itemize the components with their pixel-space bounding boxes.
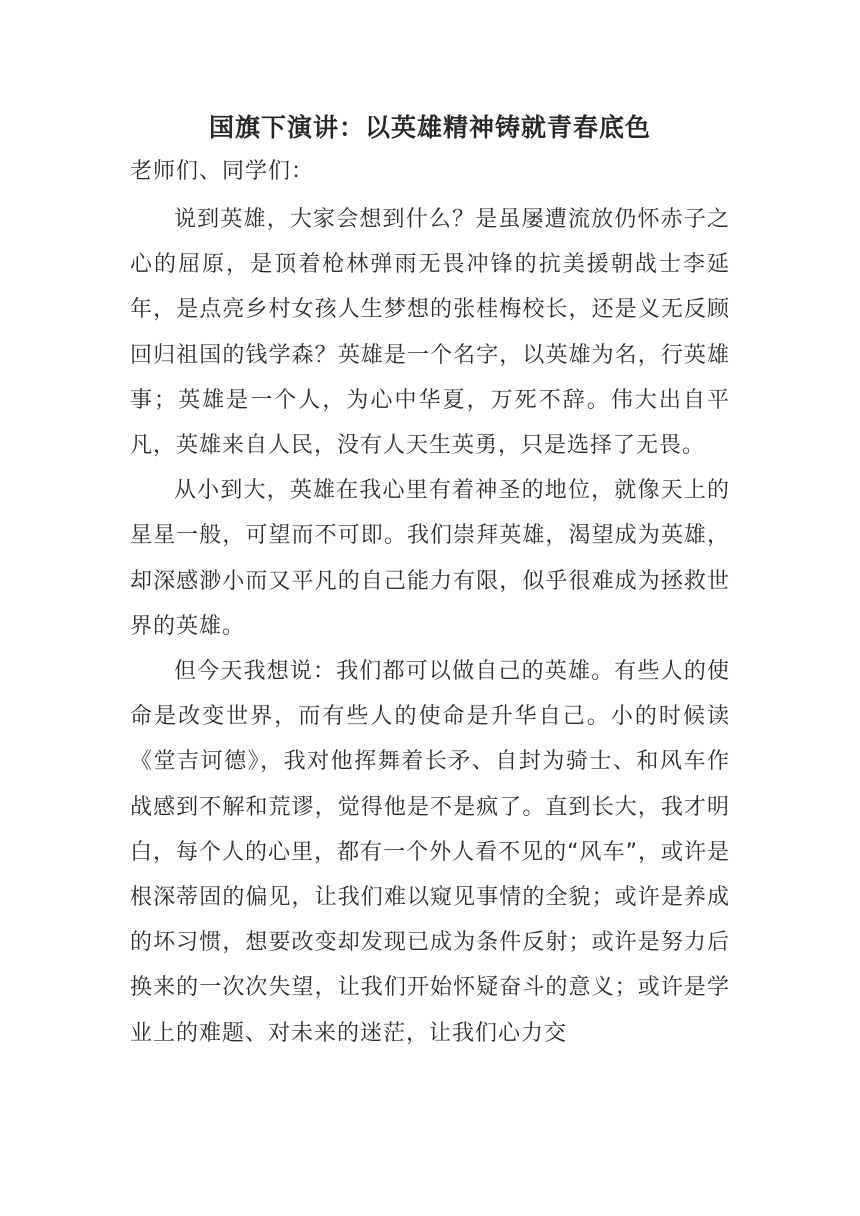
paragraph-childhood: 从小到大，英雄在我心里有着神圣的地位，就像天上的星星一般，可望而不可即。我们崇拜英雄，渴望成为英雄，却深感渺小而又平凡的自己能力有限，似乎很难成为拯救世界的英雄。 bbox=[130, 478, 730, 639]
document-title: 国旗下演讲：以英雄精神铸就青春底色 bbox=[208, 113, 651, 142]
paragraph-heroes: 说到英雄，大家会想到什么？是虽屡遭流放仍怀赤子之心的屈原，是顶着枪林弹雨无畏冲锋的抗美援朝战士李延年，是点亮乡村女孩人生梦想的张桂梅校长，还是义无反顾回归祖国的钱学森？英雄是一个名字，以英雄为名，行英雄事；英雄是一个人，为心中华夏，万死不辞。伟大出自平凡，英雄来自人民，没有人天生英勇，只是选择了无畏。 bbox=[130, 207, 730, 459]
salutation: 老师们、同学们： bbox=[130, 159, 315, 184]
document-body bbox=[130, 197, 730, 1056]
paragraph-own-hero: 但今天我想说：我们都可以做自己的英雄。有些人的使命是改变世界，而有些人的使命是升华自己。小的时候读《堂吉诃德》，我对他挥舞着长矛、自封为骑士、和风车作战感到不解和荒谬，觉得他是不是疯了。直到长大，我才明白，每个人的心里，都有一个外人看不见的“风车”，或许是根深蒂固的偏见，让我们难以窥见事情的全貌；或许是养成的坏习惯，想要改变却发现已成为条件反射；或许是努力后换来的一次次失望，让我们开始怀疑奋斗的意义；或许是学业上的难题、对未来的迷茫，让我们心力交 bbox=[130, 659, 730, 1046]
